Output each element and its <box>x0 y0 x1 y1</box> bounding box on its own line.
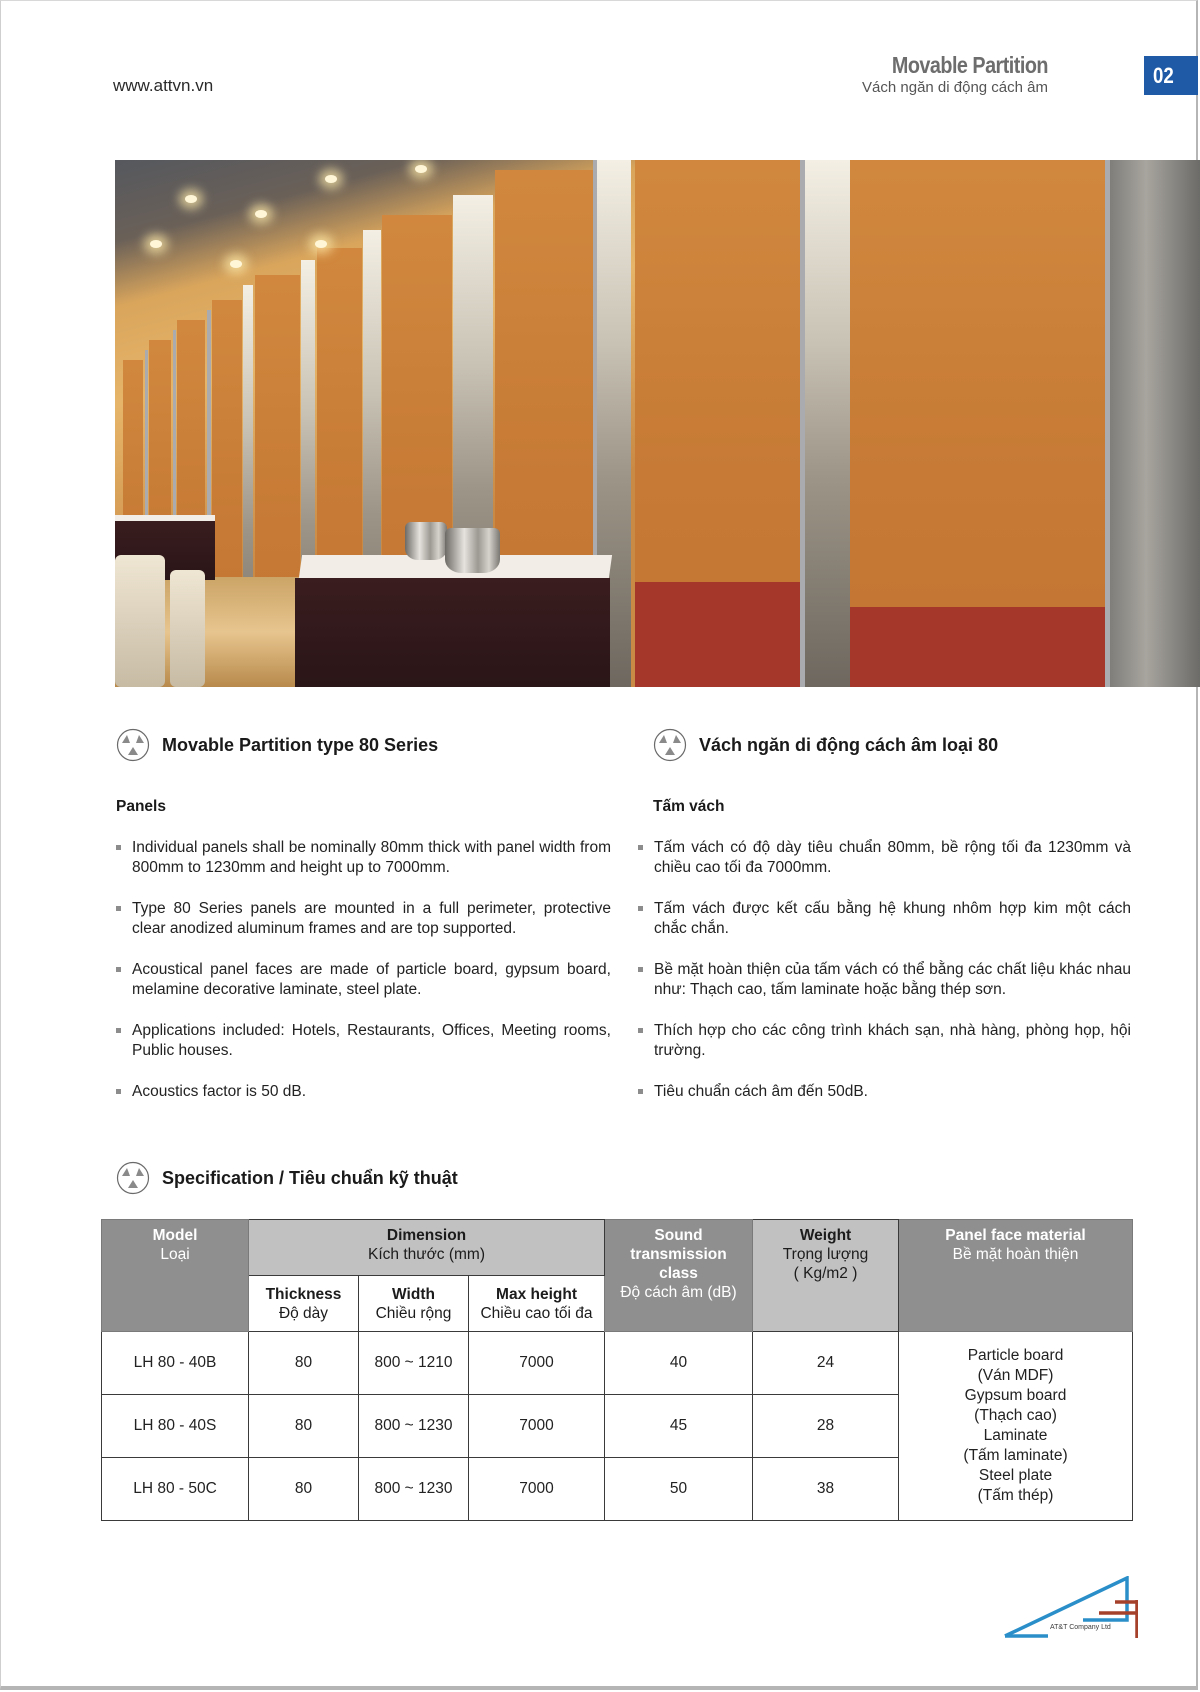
photo-buffet-table <box>295 578 610 687</box>
list-item: Acoustical panel faces are made of particle board, gypsum board, melamine decorative laminate, steel plate. <box>116 960 611 1000</box>
bullet-square-icon <box>638 845 643 850</box>
list-item: Tiêu chuẩn cách âm đến 50dB. <box>638 1082 1131 1102</box>
list-item: Tấm vách được kết cấu bằng hệ khung nhôm hợp kim một cách chắc chắn. <box>638 899 1131 939</box>
header-sound-class: Sound transmission class Độ cách âm (dB) <box>605 1220 753 1332</box>
cell-thickness: 80 <box>249 1332 359 1395</box>
cell-max-height: 7000 <box>469 1458 605 1521</box>
company-name: AT&T Company Ltd <box>1050 1624 1111 1631</box>
english-section-title: Movable Partition type 80 Series <box>162 734 439 755</box>
photo-light <box>230 260 242 268</box>
bullet-square-icon <box>116 1028 121 1033</box>
bullet-square-icon <box>116 1089 121 1094</box>
photo-panel <box>635 160 800 687</box>
header-model: Model Loại <box>102 1220 249 1332</box>
photo-panel <box>850 160 1105 687</box>
cell-width: 800 ~ 1210 <box>359 1332 469 1395</box>
bullet-square-icon <box>116 906 121 911</box>
photo-light <box>315 240 327 248</box>
list-item: Bề mặt hoàn thiện của tấm vách có thể bằng các chất liệu khác nhau như: Thạch cao, tấm laminate hoặc bằng thép sơn. <box>638 960 1131 1000</box>
photo-pillar <box>1110 160 1200 687</box>
english-bullet-list <box>116 838 611 1123</box>
bullet-square-icon <box>116 845 121 850</box>
cell-thickness: 80 <box>249 1395 359 1458</box>
hero-photo <box>115 160 1200 687</box>
page-number: 02 <box>1153 62 1174 88</box>
bullet-square-icon <box>638 967 643 972</box>
cell-model: LH 80 - 50C <box>102 1458 249 1521</box>
photo-chair <box>170 570 205 687</box>
photo-pot <box>405 522 447 560</box>
spec-section-title: Specification / Tiêu chuẩn kỹ thuật <box>162 1167 458 1188</box>
cell-weight: 28 <box>753 1395 899 1458</box>
photo-light <box>185 195 197 203</box>
header-title-block <box>862 52 1048 97</box>
header-width: Width Chiều rộng <box>359 1276 469 1332</box>
header-thickness: Thickness Độ dày <box>249 1276 359 1332</box>
photo-light <box>255 210 267 218</box>
vietnamese-subheading: Tấm vách <box>653 798 725 815</box>
list-item: Individual panels shall be nominally 80mm thick with panel width from 800mm to 1230mm and height up to 7000mm. <box>116 838 611 878</box>
header-dimension: Dimension Kích thước (mm) <box>249 1220 605 1276</box>
english-section-heading <box>116 728 438 762</box>
vietnamese-section-title: Vách ngăn di động cách âm loại 80 <box>699 734 999 755</box>
header-panel-material: Panel face material Bề mặt hoàn thiện <box>899 1220 1133 1332</box>
list-item: Acoustics factor is 50 dB. <box>116 1082 611 1102</box>
photo-light <box>415 165 427 173</box>
list-item: Tấm vách có độ dày tiêu chuẩn 80mm, bề rộng tối đa 1230mm và chiều cao tối đa 7000mm. <box>638 838 1131 878</box>
photo-pot <box>445 528 500 573</box>
vietnamese-section-heading <box>653 728 998 762</box>
bullet-square-icon <box>638 906 643 911</box>
bullet-square-icon <box>638 1028 643 1033</box>
header-title: Movable Partition <box>891 52 1048 78</box>
photo-tabletop <box>115 515 215 521</box>
cell-model: LH 80 - 40S <box>102 1395 249 1458</box>
cell-sound: 45 <box>605 1395 753 1458</box>
cell-sound: 50 <box>605 1458 753 1521</box>
page-number-badge <box>1144 56 1198 95</box>
cell-max-height: 7000 <box>469 1332 605 1395</box>
header-max-height: Max height Chiều cao tối đa <box>469 1276 605 1332</box>
header-weight: Weight Trọng lượng ( Kg/m2 ) <box>753 1220 899 1332</box>
photo-light <box>150 240 162 248</box>
cell-width: 800 ~ 1230 <box>359 1395 469 1458</box>
site-url[interactable]: www.attvn.vn <box>113 76 214 95</box>
bullet-square-icon <box>116 967 121 972</box>
spec-section-heading <box>116 1161 458 1195</box>
radiation-symbol-icon <box>653 728 687 762</box>
table-row <box>102 1332 1133 1395</box>
list-item: Type 80 Series panels are mounted in a full perimeter, protective clear anodized aluminum frames and are top supported. <box>116 899 611 939</box>
spec-table <box>101 1219 1133 1521</box>
header-subtitle: Vách ngăn di động cách âm <box>862 79 1048 96</box>
cell-sound: 40 <box>605 1332 753 1395</box>
cell-weight: 24 <box>753 1332 899 1395</box>
english-subheading: Panels <box>116 798 166 815</box>
cell-thickness: 80 <box>249 1458 359 1521</box>
bullet-square-icon <box>638 1089 643 1094</box>
radiation-symbol-icon <box>116 728 150 762</box>
cell-weight: 38 <box>753 1458 899 1521</box>
cell-width: 800 ~ 1230 <box>359 1458 469 1521</box>
cell-max-height: 7000 <box>469 1395 605 1458</box>
cell-model: LH 80 - 40B <box>102 1332 249 1395</box>
list-item: Applications included: Hotels, Restaurants, Offices, Meeting rooms, Public houses. <box>116 1021 611 1061</box>
list-item: Thích hợp cho các công trình khách sạn, nhà hàng, phòng họp, hội trường. <box>638 1021 1131 1061</box>
photo-chair <box>115 555 165 687</box>
radiation-symbol-icon <box>116 1161 150 1195</box>
photo-light <box>325 175 337 183</box>
cell-materials: Particle board (Ván MDF) Gypsum board (Thạch cao) Laminate (Tấm laminate) Steel plate (Tấm thép) <box>899 1332 1133 1521</box>
vietnamese-bullet-list <box>638 838 1131 1123</box>
photo-gap <box>805 160 850 687</box>
